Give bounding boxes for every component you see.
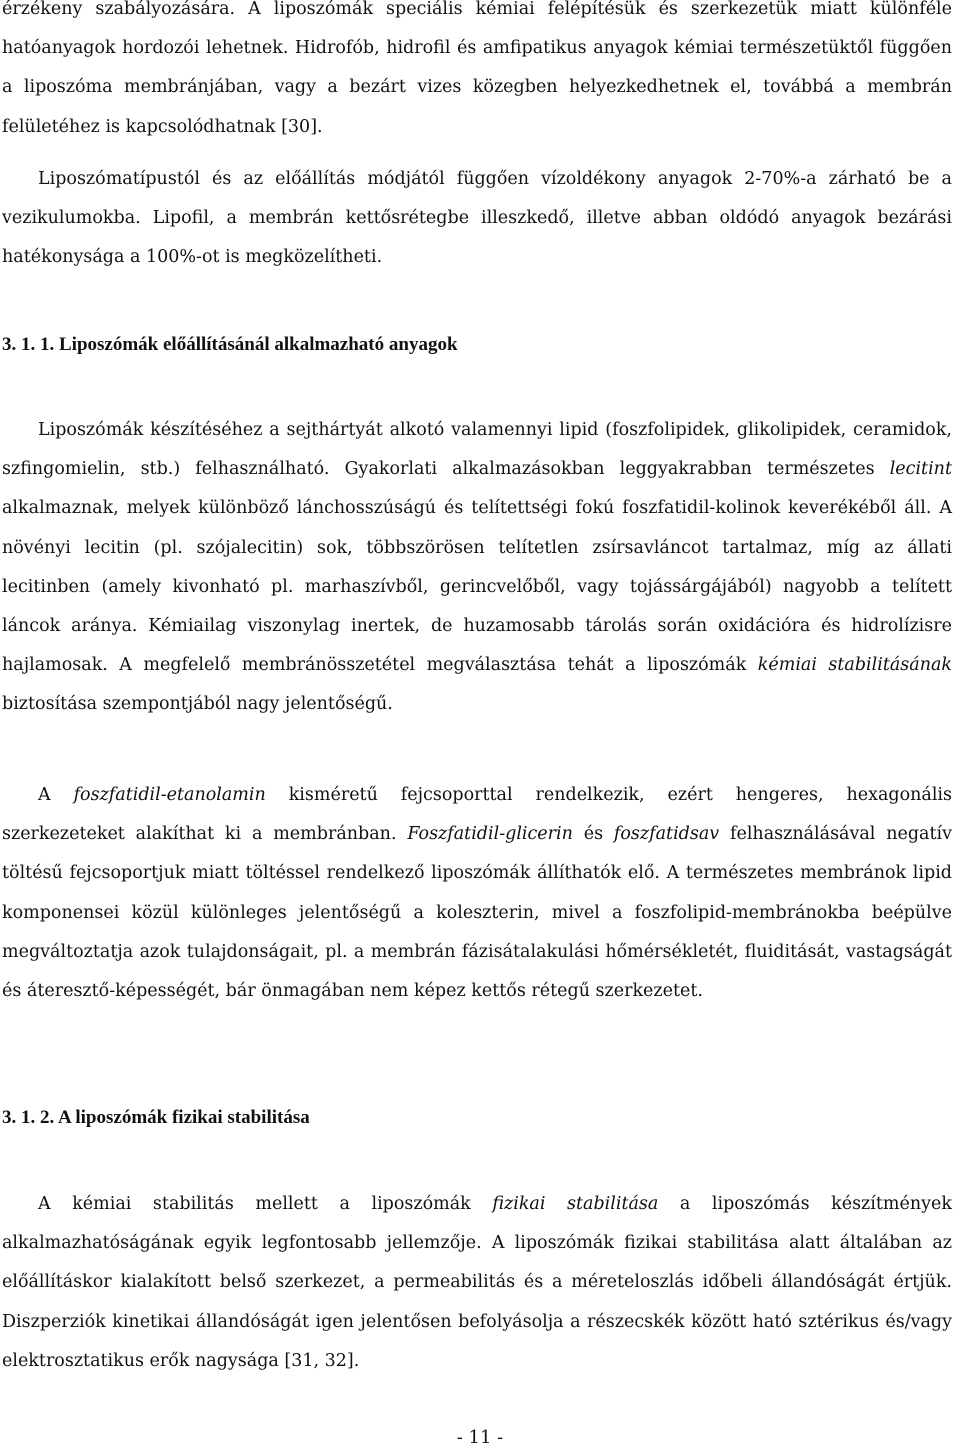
paragraph-encapsulation (2, 160, 952, 278)
paragraph-text: A kémiai stabilitás mellett a liposzómák fizikai stabilitása a liposzómás készítmények alkalmazhatóságának egyik legfontosabb jellemzője. A liposzómák fizikai stabilitása alatt általában az előállításkor kialakított belső szerkezet, a permeabilitás és a méreteloszlás időbeli állandóságát értjük. Diszperziók kinetikai állandóságát igen jelentősen befolyásolja a részecskék között ható sztérikus és/vagy elektrosztatikus erők nagysága [31, 32]. (2, 1194, 952, 1371)
paragraph-physical-stability (2, 1185, 952, 1381)
italic-term: kémiai stabilitásának (757, 655, 953, 676)
page-number: - 11 - (456, 1427, 504, 1448)
paragraph-text: érzékeny szabályozására. A liposzómák speciális kémiai felépítésük és szerkezetük miatt különféle hatóanyagok hordozói lehetnek. Hidrofób, hidrofil és amfipatikus anyagok kémiai természetüktől függően a liposzóma membránjában, vagy a bezárt vizes közegben helyezkedhetnek el, továbbá a membrán felületéhez is kapcsolódhatnak [30]. (2, 0, 952, 137)
section-heading-physical-stability: 3. 1. 2. A liposzómák fizikai stabilitása (2, 1107, 310, 1128)
italic-term: lecitint (889, 459, 952, 480)
paragraph-text: Liposzómák készítéséhez a sejthártyát alkotó valamennyi lipid (foszfolipidek, glikolipidek, ceramidok, szfingomielin, stb.) felhasználható. Gyakorlati alkalmazásokban leggyakrabban természetes lecitint alkalmaznak, melyek különböző lánchosszúságú és telítettségi fokú foszfatidil-kolinok keverékéből áll. A növényi lecitin (pl. szójalecitin) sok, többszörösen telítetlen zsírsavláncot tartalmaz, míg az állati lecitinben (amely kivonható pl. marhaszívből, gerincvelőből, vagy tojássárgájából) nagyobb a telített láncok aránya. Kémiailag viszonylag inertek, de huzamosabb tárolás során oxidációra és hidrolízisre hajlamosak. A megfelelő membránösszetétel megválasztása tehát a liposzómák kémiai stabilitásának biztosítása szempontjából nagy jelentőségű. (2, 420, 953, 715)
italic-term: foszfatidsav (613, 824, 720, 845)
italic-term: Foszfatidil-glicerin (407, 824, 573, 845)
paragraph-phospholipids (2, 776, 952, 1011)
section-heading-materials: 3. 1. 1. Liposzómák előállításánál alkalmazható anyagok (2, 334, 458, 355)
paragraph-text: Liposzómatípustól és az előállítás módjától függően vízoldékony anyagok 2-70%-a zárható be a vezikulumokba. Lipofil, a membrán kettősrétegbe illeszkedő, illetve abban oldódó anyagok bezárási hatékonysága a 100%-ot is megközelítheti. (2, 169, 952, 268)
paragraph-liposome-carriers (2, 0, 952, 147)
italic-term: foszfatidil-etanolamin (73, 785, 266, 805)
paragraph-lipids (2, 411, 952, 725)
paragraph-text: A foszfatidil-etanolamin kisméretű fejcsoporttal rendelkezik, ezért hengeres, hexagonális szerkezeteket alakíthat ki a membránban. Foszfatidil-glicerin és foszfatidsav felhasználásával negatív töltésű fejcsoportjuk miatt töltéssel rendelkező liposzómák állíthatók elő. A természetes membránok lipid komponensei közül különleges jelentőségű a koleszterin, mivel a foszfolipid-membránokba beépülve megváltoztatja azok tulajdonságait, pl. a membrán fázisátalakulási hőmérsékletét, fluiditását, vastagságát és áteresztő-képességét, bár önmagában nem képez kettős rétegű szerkezetet. (2, 785, 953, 1002)
italic-term: fizikai stabilitása (492, 1194, 659, 1214)
